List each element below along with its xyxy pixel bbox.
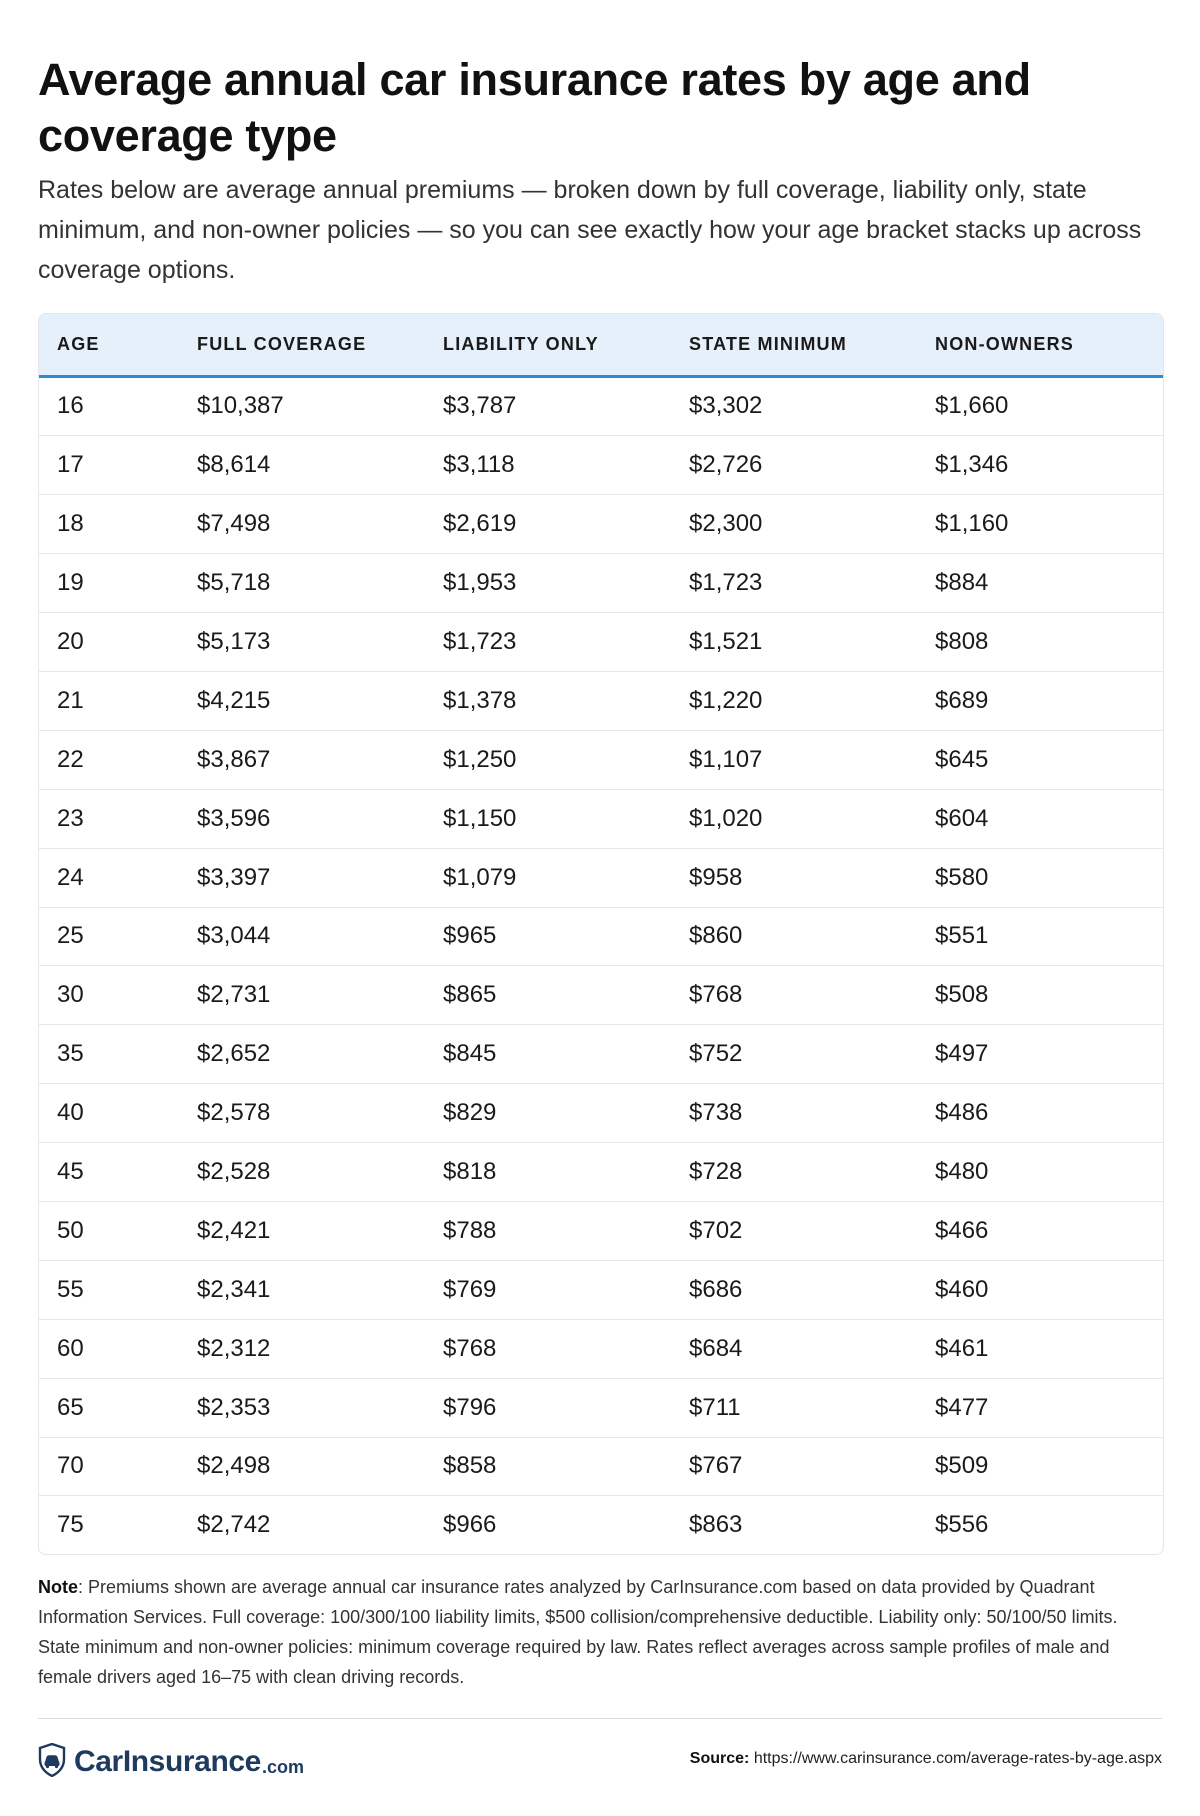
table-cell: $3,118 [425,436,671,495]
table-cell: $3,596 [179,789,425,848]
table-cell: 16 [57,392,84,420]
table-cell: $2,742 [179,1496,425,1554]
table-cell: 40 [39,1084,179,1143]
table-cell: $1,020 [671,789,917,848]
table-header-row [39,314,1163,376]
table-body [39,376,1163,1554]
table-cell: $1,160 [917,495,1163,554]
table-row [39,1378,1163,1437]
table-cell: 65 [39,1378,179,1437]
table-cell: 21 [39,671,179,730]
table-header [39,314,1163,376]
table-cell: $3,867 [179,730,425,789]
table-row [39,1084,1163,1143]
table-cell: $966 [425,1496,671,1554]
table-cell: 30 [39,966,179,1025]
divider [38,1718,1162,1719]
table-cell: 70 [39,1437,179,1496]
table-cell: $845 [425,1025,671,1084]
table-cell: $645 [917,730,1163,789]
table-row [39,789,1163,848]
table-row [39,848,1163,907]
source-label: Source: [689,1750,750,1767]
table-cell: $3,397 [179,848,425,907]
table-cell: $461 [917,1319,1163,1378]
source-line [690,1750,1162,1768]
table-cell: $2,578 [179,1084,425,1143]
table-cell: $769 [425,1260,671,1319]
table-row [39,495,1163,554]
table-cell: $738 [671,1084,917,1143]
table-cell: 45 [39,1143,179,1202]
table-cell: $2,353 [179,1378,425,1437]
table-cell: $604 [917,789,1163,848]
table-row [39,671,1163,730]
table-cell: 24 [39,848,179,907]
page-subtitle: Rates below are average annual premiums — broken down by full coverage, liability only, state minimum, and non-owner policies — so you can see exactly how your age bracket stacks up across coverage options. [38,176,1142,284]
table-cell: $858 [425,1437,671,1496]
rates-table [39,314,1163,1554]
table-cell: $1,521 [671,613,917,672]
table-cell: $2,652 [179,1025,425,1084]
rates-table-container [38,313,1164,1555]
table-cell: $1,220 [671,671,917,730]
table-cell: 18 [39,495,179,554]
table-cell: $1,107 [671,730,917,789]
logo-suffix: .com [261,1756,304,1777]
table-cell: 20 [39,613,179,672]
table-cell: $7,498 [179,495,425,554]
table-cell: $466 [917,1201,1163,1260]
table-cell: $1,723 [671,554,917,613]
table-cell: $10,387 [197,392,284,420]
table-row [39,1025,1163,1084]
table-cell: $863 [671,1496,917,1554]
table-row [39,376,1163,436]
table-cell: $728 [671,1143,917,1202]
table-cell: 35 [39,1025,179,1084]
column-header: STATE MINIMUM [689,333,847,354]
table-cell: $829 [425,1084,671,1143]
table-cell: $556 [917,1496,1163,1554]
table-cell: 60 [39,1319,179,1378]
table-cell: 25 [39,907,179,966]
table-cell: $2,528 [179,1143,425,1202]
table-cell: 17 [39,436,179,495]
table-cell: $865 [425,966,671,1025]
column-header: FULL COVERAGE [197,333,367,354]
table-cell: $2,619 [425,495,671,554]
table-cell: $3,787 [443,392,517,420]
table-cell: $711 [671,1378,917,1437]
table-cell: 19 [39,554,179,613]
table-cell: $818 [425,1143,671,1202]
table-cell: $2,498 [179,1437,425,1496]
table-cell: 50 [39,1201,179,1260]
table-row [39,613,1163,672]
table-cell: 75 [39,1496,179,1554]
table-row [39,1437,1163,1496]
table-cell: $884 [917,554,1163,613]
footnote [38,1572,1162,1692]
table-row [39,730,1163,789]
column-header: AGE [57,333,100,354]
table-cell: $767 [671,1437,917,1496]
carinsurance-logo [38,1742,304,1782]
table-row [39,1143,1163,1202]
table-row [39,436,1163,495]
column-header: LIABILITY ONLY [443,333,599,354]
table-cell: $796 [425,1378,671,1437]
table-cell: $1,079 [425,848,671,907]
table-cell: $958 [671,848,917,907]
source-url[interactable]: https://www.carinsurance.com/average-rates-by-age.aspx [753,1750,1162,1767]
table-cell: $1,723 [425,613,671,672]
page-title: Average annual car insurance rates by age and coverage type [38,54,1031,161]
table-cell: 23 [39,789,179,848]
table-cell: $860 [671,907,917,966]
table-row [39,966,1163,1025]
table-cell: $3,302 [689,392,763,420]
note-label: Note [38,1577,78,1597]
table-cell: $768 [671,966,917,1025]
table-row [39,1260,1163,1319]
table-cell: $1,660 [935,392,1009,420]
table-cell: $2,341 [179,1260,425,1319]
table-cell: $2,731 [179,966,425,1025]
table-cell: $965 [425,907,671,966]
table-cell: $1,953 [425,554,671,613]
table-cell: $551 [917,907,1163,966]
table-cell: $480 [917,1143,1163,1202]
table-cell: 22 [39,730,179,789]
table-cell: $2,421 [179,1201,425,1260]
table-cell: $2,300 [671,495,917,554]
table-cell: $508 [917,966,1163,1025]
table-row [39,1496,1163,1554]
column-header: NON-OWNERS [935,333,1074,354]
table-cell: $808 [917,613,1163,672]
table-row [39,554,1163,613]
table-cell: $486 [917,1084,1163,1143]
logo-name: CarInsurance [74,1745,261,1778]
table-cell: $497 [917,1025,1163,1084]
table-row [39,1319,1163,1378]
table-cell: $5,173 [179,613,425,672]
table-cell: $1,150 [425,789,671,848]
table-cell: $702 [671,1201,917,1260]
table-cell: $2,312 [179,1319,425,1378]
table-cell: $580 [917,848,1163,907]
table-cell: $509 [917,1437,1163,1496]
table-cell: $477 [917,1378,1163,1437]
table-cell: $752 [671,1025,917,1084]
table-cell: $768 [425,1319,671,1378]
table-row [39,1201,1163,1260]
table-cell: $5,718 [179,554,425,613]
table-row [39,907,1163,966]
note-text: : Premiums shown are average annual car insurance rates analyzed by CarInsurance.com based on data provided by Quadrant Information Services. Full coverage: 100/300/100 liability limits, $500 collision/comprehensive deductible. Liability only: 50/100/50 limits. State minimum and non-owner policies: minimum coverage required by law. Rates reflect averages across sample profiles of male and female drivers aged 16–75 with clean driving records. [38,1577,1118,1687]
table-cell: $8,614 [179,436,425,495]
table-cell: $2,726 [671,436,917,495]
table-cell: $3,044 [179,907,425,966]
table-cell: $686 [671,1260,917,1319]
table-cell: $1,378 [425,671,671,730]
shield-car-icon [38,1743,66,1782]
table-cell: 55 [39,1260,179,1319]
table-cell: $4,215 [179,671,425,730]
table-cell: $460 [917,1260,1163,1319]
table-cell: $684 [671,1319,917,1378]
table-cell: $1,346 [917,436,1163,495]
table-cell: $788 [425,1201,671,1260]
table-cell: $1,250 [425,730,671,789]
table-cell: $689 [917,671,1163,730]
